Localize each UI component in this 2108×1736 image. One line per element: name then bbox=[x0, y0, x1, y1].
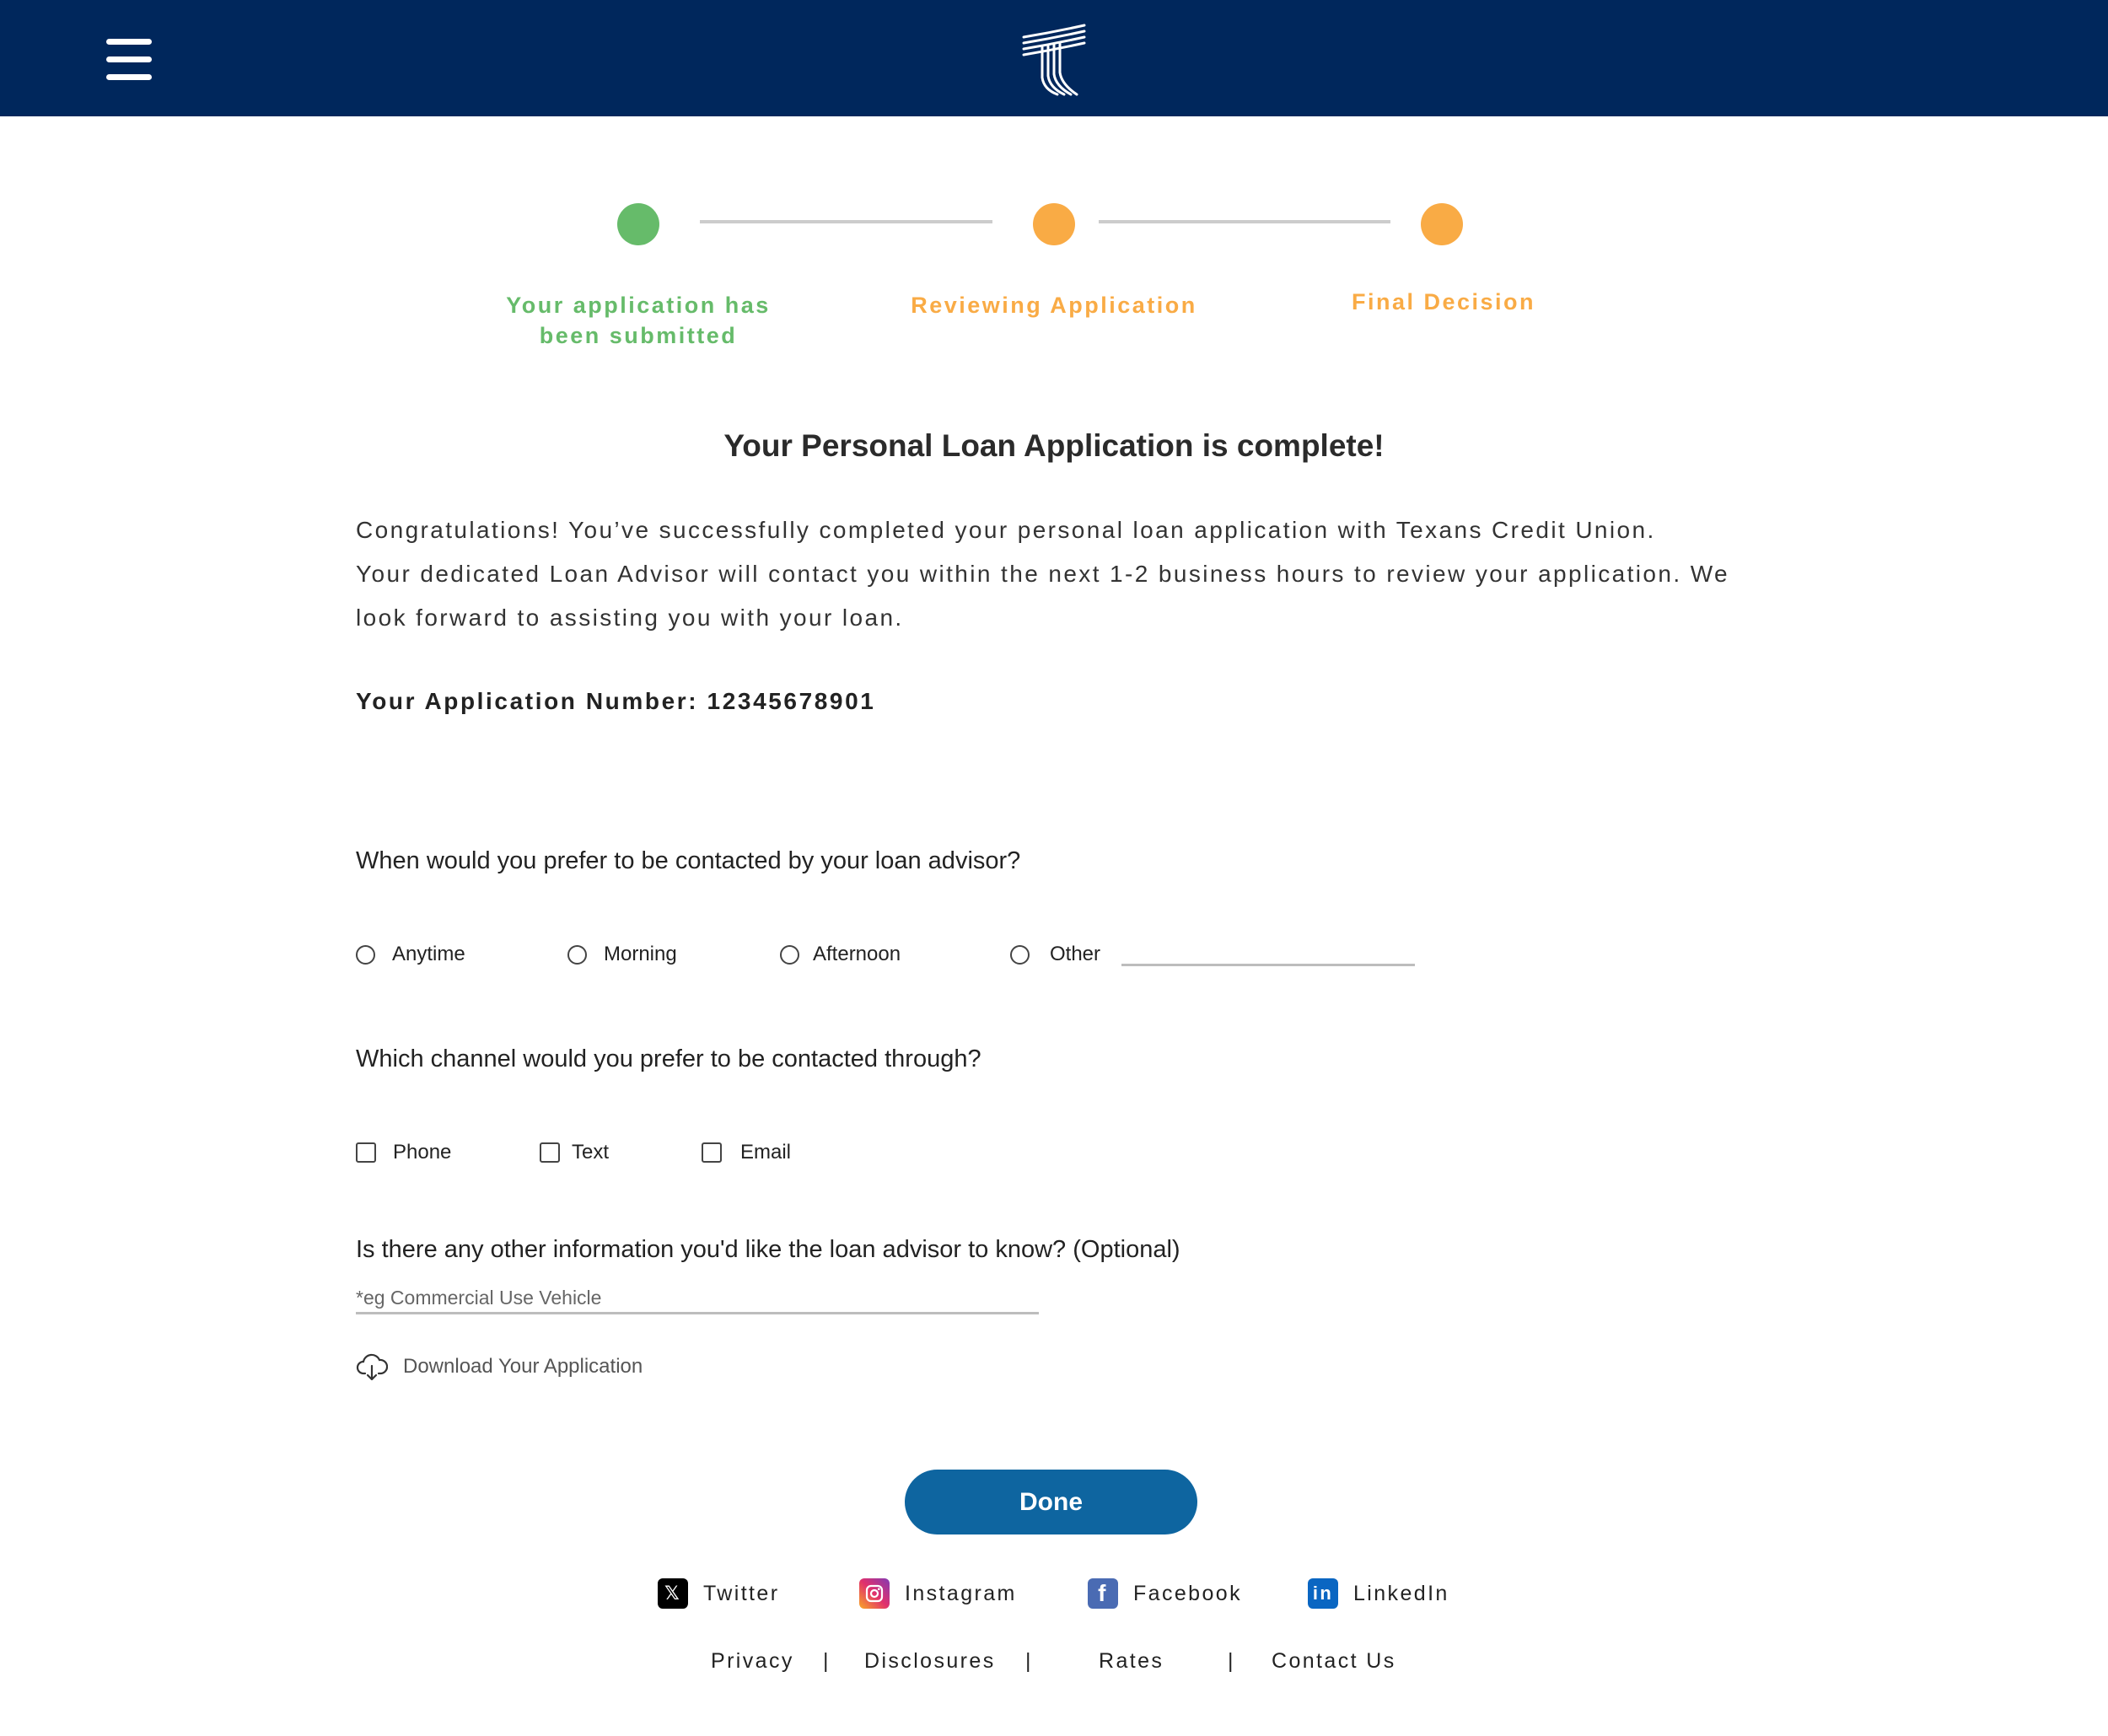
radio-morning[interactable] bbox=[567, 943, 677, 966]
radio-other[interactable] bbox=[1010, 943, 1100, 966]
step-complete-indicator bbox=[617, 203, 659, 245]
radio-afternoon[interactable] bbox=[780, 943, 901, 966]
congrats-text: Congratulations! You’ve successfully completed your personal loan application with Texans Credit Union. bbox=[356, 517, 1656, 543]
checkbox-square-icon[interactable] bbox=[356, 1142, 376, 1163]
step-submitted-label-line1: Your application has bbox=[506, 293, 771, 318]
step-submitted-label-line2: been submitted bbox=[539, 323, 738, 348]
step-final-label: Final Decision bbox=[1351, 289, 1536, 314]
contact-channel-question: Which channel would you prefer to be contacted through? bbox=[356, 1045, 981, 1072]
download-application-link[interactable] bbox=[356, 1352, 643, 1382]
instagram-link[interactable] bbox=[859, 1578, 1017, 1609]
other-info-input[interactable] bbox=[356, 1283, 1039, 1314]
checkbox-phone[interactable] bbox=[356, 1141, 451, 1164]
radio-circle-icon[interactable] bbox=[567, 945, 587, 965]
footer-contact-link[interactable]: Contact Us bbox=[1272, 1649, 1396, 1673]
radio-circle-icon[interactable] bbox=[1010, 945, 1030, 965]
footer-disclosures-link[interactable]: Disclosures bbox=[864, 1649, 996, 1673]
checkbox-email[interactable] bbox=[702, 1141, 791, 1164]
facebook-link[interactable] bbox=[1088, 1578, 1242, 1609]
footer-separator: | bbox=[1228, 1649, 1234, 1673]
done-button[interactable]: Done bbox=[905, 1470, 1197, 1534]
credit-union-logo[interactable] bbox=[1020, 22, 1088, 98]
checkbox-square-icon[interactable] bbox=[702, 1142, 722, 1163]
twitter-link[interactable] bbox=[658, 1578, 779, 1609]
checkbox-label: Email bbox=[740, 1141, 792, 1164]
footer-rates-link[interactable]: Rates bbox=[1099, 1649, 1164, 1673]
other-info-question: Is there any other information you'd like the loan advisor to know? (Optional) bbox=[356, 1236, 1180, 1263]
advisor-text-line1: Your dedicated Loan Advisor will contact you within the next 1-2 business hours to review your application. We bbox=[356, 561, 1729, 587]
social-label: Twitter bbox=[703, 1581, 780, 1605]
step-submitted-label bbox=[470, 290, 807, 351]
checkbox-label: Phone bbox=[393, 1141, 452, 1164]
cloud-download-icon bbox=[356, 1352, 388, 1382]
linkedin-icon: in bbox=[1308, 1578, 1338, 1609]
social-label: Instagram bbox=[905, 1581, 1017, 1605]
radio-label: Anytime bbox=[392, 943, 465, 965]
footer-separator: | bbox=[823, 1649, 829, 1673]
radio-circle-icon[interactable] bbox=[780, 945, 799, 965]
checkbox-text[interactable] bbox=[540, 1141, 609, 1164]
social-label: LinkedIn bbox=[1353, 1581, 1449, 1605]
radio-anytime[interactable] bbox=[356, 943, 465, 966]
checkbox-square-icon[interactable] bbox=[540, 1142, 560, 1163]
step-final-indicator bbox=[1421, 203, 1463, 245]
facebook-icon: f bbox=[1088, 1578, 1118, 1609]
footer-separator: | bbox=[1025, 1649, 1031, 1673]
application-number: Your Application Number: 12345678901 bbox=[356, 688, 876, 714]
radio-label: Morning bbox=[604, 943, 677, 965]
progress-connector bbox=[1099, 220, 1390, 223]
step-reviewing-indicator bbox=[1033, 203, 1075, 245]
progress-connector bbox=[700, 220, 992, 223]
header-bar bbox=[0, 0, 2108, 116]
step-reviewing-label: Reviewing Application bbox=[911, 293, 1197, 318]
radio-label: Afternoon bbox=[813, 943, 901, 965]
hamburger-menu-icon[interactable] bbox=[106, 39, 152, 81]
social-label: Facebook bbox=[1133, 1581, 1242, 1605]
radio-circle-icon[interactable] bbox=[356, 945, 375, 965]
radio-label: Other bbox=[1050, 943, 1101, 965]
download-label: Download Your Application bbox=[403, 1355, 643, 1378]
advisor-text-line2: look forward to assisting you with your loan. bbox=[356, 605, 904, 631]
checkbox-label: Text bbox=[572, 1141, 610, 1164]
footer-privacy-link[interactable]: Privacy bbox=[711, 1649, 794, 1673]
x-twitter-icon: 𝕏 bbox=[658, 1578, 688, 1609]
page-title: Your Personal Loan Application is complete! bbox=[723, 428, 1385, 463]
other-time-input[interactable] bbox=[1121, 964, 1415, 966]
contact-time-question: When would you prefer to be contacted by your loan advisor? bbox=[356, 847, 1021, 874]
linkedin-link[interactable] bbox=[1308, 1578, 1449, 1609]
instagram-icon bbox=[859, 1578, 890, 1609]
